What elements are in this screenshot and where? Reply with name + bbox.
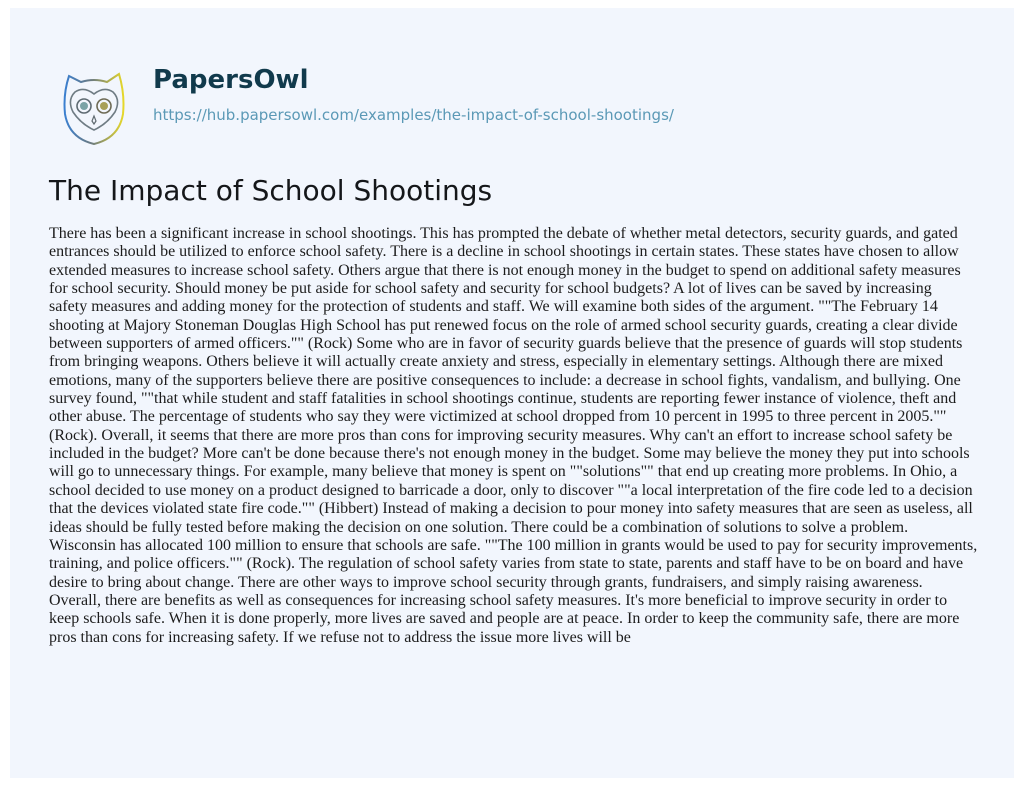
essay-line: desire to bring about change. There are other ways to improve school security through grants, fundraisers, and simply raising awareness. xyxy=(49,573,923,591)
essay-line: from bringing weapons. Others believe it will actually create anxiety and stress, especially in elementary settings. Although there are mixed xyxy=(49,353,943,371)
essay-line: Overall, there are benefits as well as consequences for increasing school safety measures. It's more beneficial to improve security in order to xyxy=(49,591,948,609)
essay-line: keep schools safe. When it is done properly, more lives are saved and people are at peace. In order to keep the community safe, there are more xyxy=(49,610,960,628)
essay-line: other abuse. The percentage of students who say they were victimized at school dropped from 10 percent in 1995 to three percent in 2005."" xyxy=(49,408,947,426)
page-url-link[interactable]: https://hub.papersowl.com/examples/the-impact-of-school-shootings/ xyxy=(153,106,674,124)
essay-line: ideas should be fully tested before making the decision on one solution. There could be a combination of solutions to solve a problem. xyxy=(49,518,909,536)
essay-line: extended measures to increase school safety. Others argue that there is not enough money in the budget to spend on additional safety measures xyxy=(49,261,961,279)
essay-body xyxy=(49,225,999,647)
owl-logo-icon xyxy=(51,64,137,150)
essay-line: included in the budget? More can't be done because there's not enough money in the budget. Some may believe the money they put into schools xyxy=(49,445,970,463)
essay-line: emotions, many of the supporters believe there are positive consequences to include: a decrease in school fights, vandalism, and bullying. One xyxy=(49,371,961,389)
essay-title: The Impact of School Shootings xyxy=(49,174,493,207)
essay-line: Wisconsin has allocated 100 million to ensure that schools are safe. ""The 100 million in grants would be used to pay for security improvements, xyxy=(49,536,978,554)
essay-line: for school security. Should money be put aside for school safety and security for school budgets? A lot of lives can be saved by increasing xyxy=(49,280,932,298)
essay-line: safety measures and adding money for the protection of students and staff. We will examine both sides of the argument. ""The February 14 xyxy=(49,298,938,316)
essay-line: school decided to use money on a product designed to barricade a door, only to discover ""a local interpretation of the fire code led to a decision xyxy=(49,481,973,499)
essay-line: will go to unnecessary things. For example, many believe that money is spent on ""solutions"" that end up creating more problems. In Ohio, a xyxy=(49,463,958,481)
essay-line: There has been a significant increase in school shootings. This has prompted the debate of whether metal detectors, security guards, and gated xyxy=(49,225,958,242)
essay-line: between supporters of armed officers."" (Rock) Some who are in favor of security guards believe that the presence of guards will stop students xyxy=(49,335,963,353)
essay-line: training, and police officers."" (Rock). The regulation of school safety varies from state to state, parents and staff have to be on board and have xyxy=(49,555,964,573)
document-page xyxy=(10,8,1014,778)
essay-line: shooting at Majory Stoneman Douglas High School has put renewed focus on the role of armed school security guards, creating a clear divide xyxy=(49,316,958,334)
essay-line: entrances should be utilized to enforce school safety. There is a decline in school shootings in certain states. These states have chosen to allow xyxy=(49,243,959,261)
brand-name[interactable]: PapersOwl xyxy=(153,65,309,95)
essay-line: that the devices violated state fire code."" (Hibbert) Instead of making a decision to pour money into safety measures that are seen as useless, all xyxy=(49,500,973,518)
essay-line: survey found, ""that while student and staff fatalities in school shootings continue, students are reporting fewer instance of violence, theft and xyxy=(49,390,957,408)
site-header xyxy=(10,8,1014,158)
essay-line: (Rock). Overall, it seems that there are more pros than cons for improving security measures. Why can't an effort to increase school safety be xyxy=(49,426,953,444)
essay-line: pros than cons for increasing safety. If we refuse not to address the issue more lives will be xyxy=(49,628,631,646)
